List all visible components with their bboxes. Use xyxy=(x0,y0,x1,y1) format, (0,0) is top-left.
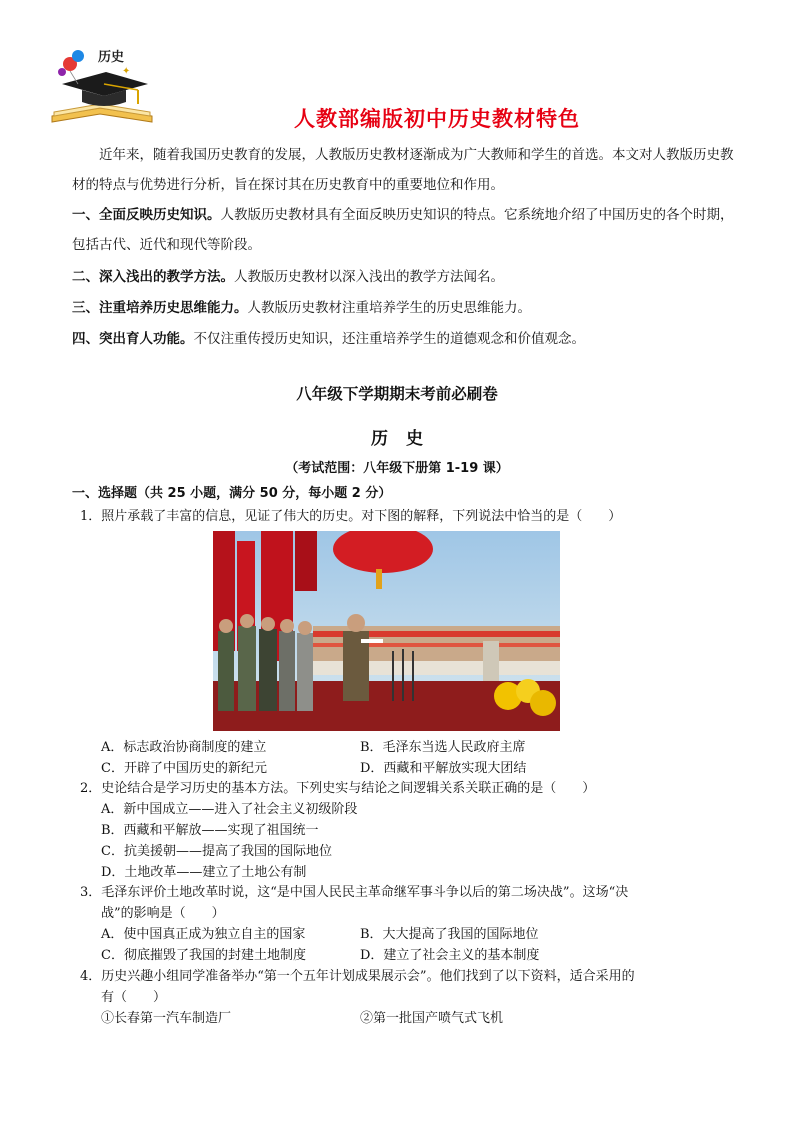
svg-text:✦: ✦ xyxy=(122,66,131,77)
point-3-heading: 三、注重培养历史思维能力。 xyxy=(72,300,248,316)
q1-option-c: C．开辟了中国历史的新纪元 xyxy=(101,761,267,776)
point-4 xyxy=(72,324,736,354)
q3-option-a: A．使中国真正成为独立自主的国家 xyxy=(101,927,306,942)
point-2 xyxy=(72,262,736,292)
q1-option-a: A．标志政治协商制度的建立 xyxy=(101,740,267,755)
q3-option-d: D．建立了社会主义的基本制度 xyxy=(360,948,540,963)
question-3-stem-line1: 3．毛泽东评价土地改革时说，这“是中国人民民主革命继军事斗争以后的第二场决战”。这场“决 xyxy=(80,885,629,900)
section-heading: 一、选择题（共 25 小题，满分 50 分，每小题 2 分） xyxy=(72,486,392,501)
q4-item-2: ②第一批国产喷气式飞机 xyxy=(360,1011,504,1026)
point-1-heading: 一、全面反映历史知识。 xyxy=(72,207,221,223)
question-3-stem-line2: 战”的影响是（ ） xyxy=(101,906,225,921)
q2-option-c: C．抗美援朝——提高了我国的国际地位 xyxy=(101,844,332,859)
q2-option-b: B．西藏和平解放——实现了祖国统一 xyxy=(101,823,319,838)
point-1 xyxy=(72,200,736,260)
question-2-stem: 2．史论结合是学习历史的基本方法。下列史实与结论之间逻辑关系关联正确的是（ ） xyxy=(80,781,596,796)
intro-paragraph: 近年来，随着我国历史教育的发展，人教版历史教材逐渐成为广大教师和学生的首选。本文对人教版历史教材的特点与优势进行分析，旨在探讨其在历史教育中的重要地位和作用。 xyxy=(72,147,734,193)
q4-item-1: ①长春第一汽车制造厂 xyxy=(101,1011,232,1026)
question-4-stem-line1: 4．历史兴趣小组同学准备举办“第一个五年计划成果展示会”。他们找到了以下资料，适合采用的 xyxy=(80,969,635,984)
question-4-stem-line2: 有（ ） xyxy=(101,990,167,1005)
q1-option-d: D．西藏和平解放实现大团结 xyxy=(360,761,527,776)
exam-title: 八年级下学期期末考前必刷卷 xyxy=(296,385,498,403)
question-1-stem: 1．照片承载了丰富的信息，见证了伟大的历史。对下图的解释，下列说法中恰当的是（ ） xyxy=(80,509,622,524)
q2-option-d: D．土地改革——建立了土地公有制 xyxy=(101,865,307,880)
point-4-text: 不仅注重传授历史知识，还注重培养学生的道德观念和价值观念。 xyxy=(193,331,585,347)
point-3-text: 人教版历史教材注重培养学生的历史思维能力。 xyxy=(247,300,531,316)
point-1-text: 人教版历史教材具有全面反映历史知识的特点。它系统地介绍了中国历史的各个时期，包括古代、近代和现代等阶段。 xyxy=(72,207,734,253)
point-2-text: 人教版历史教材以深入浅出的教学方法闻名。 xyxy=(234,269,504,285)
point-3 xyxy=(72,293,736,323)
page-title: 人教部编版初中历史教材特色 xyxy=(294,107,580,131)
q3-option-c: C．彻底摧毁了我国的封建土地制度 xyxy=(101,948,306,963)
q1-option-b: B．毛泽东当选人民政府主席 xyxy=(360,740,526,755)
q3-option-b: B．大大提高了我国的国际地位 xyxy=(360,927,539,942)
logo-label: 历史 xyxy=(98,50,125,65)
exam-scope: （考试范围：八年级下册第 1-19 课） xyxy=(285,461,509,476)
q2-option-a: A．新中国成立——进入了社会主义初级阶段 xyxy=(101,802,358,817)
point-4-heading: 四、突出育人功能。 xyxy=(72,331,194,347)
point-2-heading: 二、深入浅出的教学方法。 xyxy=(72,269,234,285)
subject-title: 历史 xyxy=(371,429,441,449)
founding-ceremony-photo xyxy=(213,531,560,731)
